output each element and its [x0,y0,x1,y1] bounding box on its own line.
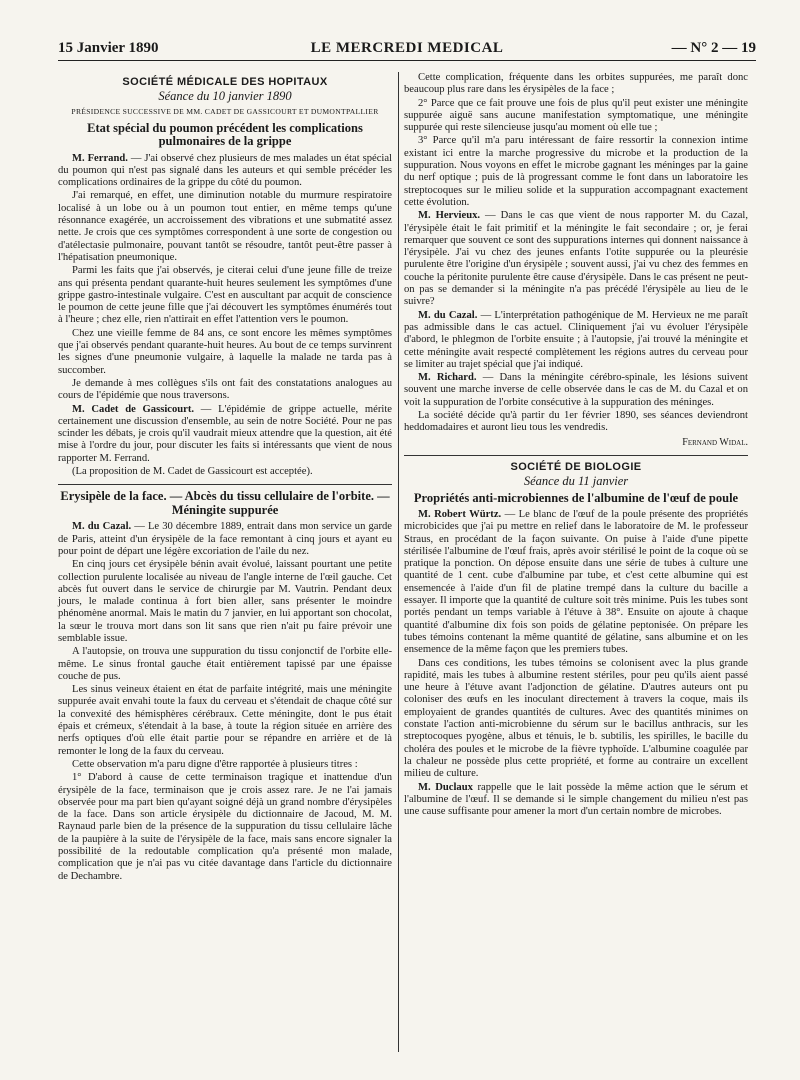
paragraph: La société décide qu'à partir du 1er février 1890, ses séances deviendront heddomadaires et auront lieu tous les vendredis. [404,410,748,434]
article-divider [58,484,392,485]
section-title: SOCIÉTÉ DE BIOLOGIE [510,460,642,473]
paragraph-text: — Dans le cas que vient de nous rapporter M. du Cazal, l'érysipèle était le fait primitif et la méningite le fait secondaire ; or, je ferai remarquer que souvent ce sont des suppurations internes qui donnent naissance à l'érysipèle. J'ai vu chez des jeunes enfants l'otite suppurée ou la pleurésie purulente être l'origine d'un érysipèle ; souvent aussi, j'ai vu chez des femmes en couche la péritonite purulente être cause d'érysipèle. Dans le cas présent ne peut-on pas se demander si la méningite n'a pas précédé l'érysipèle au lieu de le suivre? [404,210,748,308]
section-divider [404,455,748,456]
speaker-name: M. Duclaux [418,781,473,793]
paragraph-text: — Dans la méningite cérébro-spinale, les lésions suivent souvent une marche inverse de celle observée dans le cas de M. du Cazal et on voit la suppuration de l'orbite consécutive à la suppuration des méninges. [404,372,748,408]
journal-title: LE MERCREDI MEDICAL [310,40,504,56]
speaker-name: M. Ferrand. [72,152,128,164]
speaker-name: M. Cadet de Gassicourt. [72,403,195,415]
paragraph: Cette observation m'a paru digne d'être rapportée à plusieurs titres : [72,758,358,770]
paragraph-text: — J'ai observé chez plusieurs de mes malades un état spécial du poumon qui n'est pas signalé dans les auteurs et qui semble précéder les complications ordinaires de la grippe du côté du poumon. [58,152,392,189]
right-column [404,72,748,818]
paragraph-text: rappelle que le lait possède la même action que le sérum et l'albumine de l'œuf. Il se demande si le simple changement du milieu n'est pas une cause suffisante pour amener la mort d'un certain nombre de microbes. [404,781,748,818]
speaker-name: M. du Cazal. [72,521,132,533]
paragraph: 3° Parce qu'il m'a paru intéressant de faire ressortir la connexion intime existant ici entre la marche progressive du microbe et la production de la suppuration. Nous voyons en effet le microbe gagnant les méninges par la gaine du nerf optique ; puis de là progressant comme le font dans un laboratoire les streptocoques sur le milieu solide et la suppuration accompagnant exactement cette évolution. [404,135,748,208]
paragraph: Je demande à mes collègues s'ils ont fait des constatations analogues au cours de l'épidémie que nous traversons. [58,377,392,402]
presidence-line: PRÉSIDENCE SUCCESSIVE DE MM. CADET DE GASSICOURT ET DUMONTPALLIER [71,106,379,116]
section-title: SOCIÉTÉ MÉDICALE DES HOPITAUX [122,76,328,88]
paragraph: Les sinus veineux étaient en état de parfaite intégrité, mais une méningite suppurée avait envahi toute la faux du cerveau et s'étendait de chaque côté sur la convexité des hémisphères cérébraux. Cette méningite, dont le pus était épais et crémeux, s'étendait à la base, à toute la région située en arrière des nerfs optiques d'où elle était partie pour se répandre en arrière et de là remonter le long de la faux du cerveau. [58,684,392,757]
paragraph: 1° D'abord à cause de cette terminaison tragique et inattendue d'un érysipèle de la face, terminaison que je crois assez rare. Je ne l'ai jamais observée pour ma part bien qu'ayant soigné déjà un grand nombre d'érysipèles de la face. Dans son article érysipèle du dictionnaire de Jacoud, M. M. Raynaud parle bien de la présence de la suppuration du tissu cellulaire lâche de la paupière à la suite de l'érysipèle de la face, mais sans encore signaler la possibilité de la redoutable complication qu'a présenté mon malade, complication que je n'ai pas vu citée davantage dans l'article du dictionnaire de Dechambre. [58,772,392,882]
session-date: Séance du 10 janvier 1890 [158,89,292,104]
paragraph [404,310,748,371]
issue-date: 15 Janvier 1890 [58,40,159,56]
paragraph [58,153,392,190]
paragraph: A l'autopsie, on trouva une suppuration du tissu conjonctif de l'orbite elle-même. Le sinus frontal gauche était entièrement tapissé par une épaisse couche de pus. [58,646,392,682]
article-title: Propriétés anti-microbiennes de l'albumine de l'œuf de poule [413,490,739,505]
paragraph: 2° Parce que ce fait prouve une fois de plus qu'il peut exister une méningite suppurée aiguë sans aucune manifestation symptomatique, une méningite suppurée qui reste silencieuse jusqu'au moment où elle tue ; [404,97,748,134]
page-number: — N° 2 — 19 [671,40,756,56]
article-title: Erysipèle de la face. — Abcès du tissu cellulaire de l'orbite. — Méningite suppurée [60,489,390,517]
paragraph [404,509,748,657]
session-date: Séance du 11 janvier [523,474,629,489]
paragraph [58,404,392,465]
speaker-name: M. du Cazal. [418,309,478,321]
speaker-name: M. Robert Würtz. [418,509,502,520]
paragraph [404,372,748,409]
paragraph [404,782,748,819]
paragraph: Dans ces conditions, les tubes témoins se colonisent avec la plus grande rapidité, mais les tubes à albumine restent stériles, pour peu qu'ils aient passé une heure à l'étuve avant l'adjonction de gélatine. D'autres auteurs ont pu coloniser des œufs en les inoculant directement à travers la coque, mais ils employaient de grandes quantités de cultures. Avec des quantités minimes on constate l'action anti-microbienne du sérum sur le bacillus anthracis, sur les streptocoques pyogène, albus et ténuis, le b. subtilis, les spirilles, le bacille du choléra des poules et le microbe de la fièvre typhoïde. L'albumine coagulée par la chaleur ne possède plus cette propriété, et forme au contraire un excellent milieu de culture. [404,657,748,780]
paragraph-text: — Le 30 décembre 1889, entrait dans mon service un garde de Paris, atteint d'un érysipèle de la face remontant à cinq jours et ayant eu pour point de départ une légère excoriation de l'aile du nez. [58,521,393,557]
author-signature: Fernand Widal. [682,436,748,448]
left-column [58,72,392,883]
speaker-name: M. Richard. [418,372,477,384]
paragraph: Chez une vieille femme de 84 ans, ce sont encore les mêmes symptômes que j'ai observés pendant quarante-huit heures. Au bout de ce temps survinrent les signes d'une pneumonie vulgaire, à laquelle la malade ne tarda pas à succomber. [58,327,392,376]
article-title: Etat spécial du poumon précédent les complications pulmonaires de la grippe [87,120,363,149]
paragraph: J'ai remarqué, en effet, une diminution notable du murmure respiratoire localisé à un lobe ou à un poumon tout entier, en même temps qu'une résonnance exagérée, un accroissement des vibrations et une submatité assez nette. Je crois que ces symptômes correspondent à une sorte de congestion ou d'atélectasie pulmonaire, pouvant tantôt se résoudre, tantôt peut-être passer à l'hépatisation pneumonique. [58,190,392,263]
paragraph-text: — L'interprétation pathogénique de M. Hervieux ne me paraît pas admissible dans le cas actuel. Cliniquement j'ai vu évoluer l'érysipèle d'abord, le phlegmon de l'orbite ensuite ; à l'autopsie, j'ai trouvé la méningite et cette méningite avait respecté complètement les régions autres du cerveau pour se limiter au trajet spécial que j'ai indiqué. [404,309,748,370]
paragraph: Parmi les faits que j'ai observés, je citerai celui d'une jeune fille de treize ans qui présenta pendant quarante-huit heures seulement les symptômes d'une grippe gastro-intestinale vulgaire. C'est en auscultant par acquit de conscience le poumon de cette jeune fille que j'ai découvert les symptômes énumérés tout à l'heure ; chez elle, rien n'attirait en effet l'attention vers le poumon. [58,265,392,326]
running-header [58,38,756,61]
paragraph [58,521,392,558]
paragraph-text: — L'épidémie de grippe actuelle, mérite certainement une discussion d'ensemble, au sein de notre Société. Pour ne pas scinder les débats, je crois qu'il vaudrait mieux attendre que la question, ait été mise à l'ordre du jour, pour discuter les faits si intéressants que vient de nous rapporter M. Ferrand. [58,403,392,464]
column-divider [398,72,399,1052]
paragraph [404,210,748,308]
speaker-name: M. Hervieux. [418,210,481,222]
paragraph-text: — Le blanc de l'œuf de la poule présente des propriétés microbicides que j'ai pu mettre en relief dans le laboratoire de M. le professeur Straus, en procédant de la façon suivante. On puise à l'aide d'une pipette stérilisée l'albumine de l'œuf frais, après avoir stérilisé le point de la coque où se pratique la ponction. On dépose ensuite dans une série de tubes à culture une quantité de 1 cent. cube d'albumine par tube, et c'est cette albumine qui est ensemencée à l'aide d'un fil de platine trempé dans la culture du bacille a essayer. Il importe que la quantité de culture soit très minime. Puis les tubes sont portés pendant un temps variable à l'étuve à 38°. Ensuite on ajoute à chaque quantité d'albumine dix fois son poids de gélatine peptonisée. On prépare les tubes témoins contenant la même quantité de gélatine, sans albumine et on les ensemence de la même façon que les premiers tubes. [404,509,748,656]
paragraph: En cinq jours cet érysipèle bénin avait évolué, laissant pourtant une petite collection purulente localisée au niveau de l'angle interne de l'œil gauche. Cet abcès fut ouvert dans le service de chirurgie par M. Vautrin. Pendant deux jours, le malade continua à fort bien aller, sans présenter le moindre phénomène anormal. Mais le matin du 7 janvier, en lui apportant son chocolat, la sœur le trouva mort dans son lit sans que rien n'ait pu faire prévoir une semblable issue. [58,559,392,644]
paragraph: Cette complication, fréquente dans les orbites suppurées, me paraît donc beaucoup plus rare dans les érysipèles de la face ; [404,72,748,96]
paragraph: (La proposition de M. Cadet de Gassicourt est acceptée). [72,466,313,478]
